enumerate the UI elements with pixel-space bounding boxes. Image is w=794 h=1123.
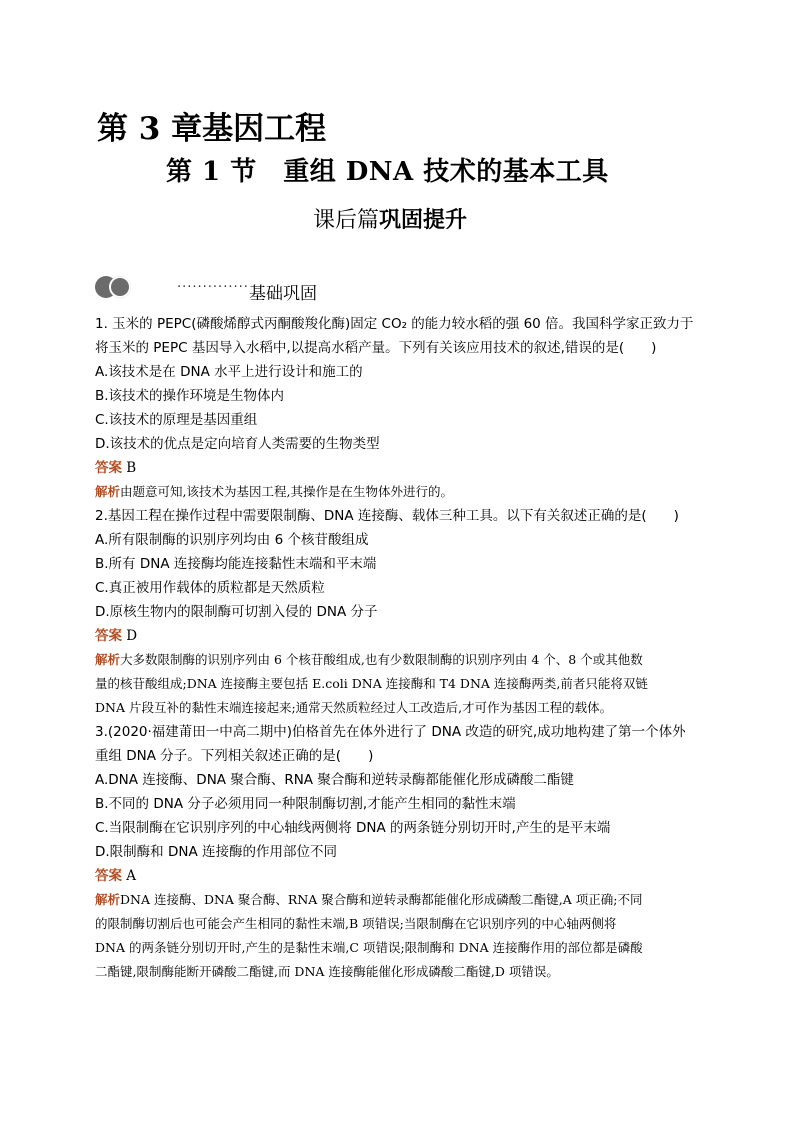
q1-option-a: A.该技术是在 DNA 水平上进行设计和施工的 [95, 364, 363, 380]
q3-option-b: B.不同的 DNA 分子必须用同一种限制酶切割,才能产生相同的黏性末端 [95, 796, 516, 812]
section-label: 基础巩固 [249, 284, 317, 304]
q3-option-d: D.限制酶和 DNA 连接酶的作用部位不同 [95, 844, 337, 860]
q3-stem-line1: 3.(2020·福建莆田一中高二期中)伯格首先在体外进行了 DNA 改造的研究,成功地构建了第一个体外 [95, 724, 686, 740]
q1-stem-line2: 将玉米的 PEPC 基因导入水稻中,以提高水稻产量。下列有关该应用技术的叙述,错误的是( ) [95, 340, 657, 356]
q1-option-b: B.该技术的操作环境是生物体内 [95, 388, 285, 404]
q3-explanation-line3: DNA 的两条链分别切开时,产生的是黏性末端,C 项错误;限制酶和 DNA 连接酶作用的部位都是磷酸 [95, 940, 643, 955]
q3-stem-line2: 重组 DNA 分子。下列相关叙述正确的是( ) [95, 748, 374, 764]
chapter-title: 第 3 章基因工程 [97, 111, 327, 147]
explain-tag: 解析 [95, 484, 121, 499]
q1-explanation-text: 由题意可知,该技术为基因工程,其操作是在生物体外进行的。 [120, 484, 453, 499]
q1-explanation [95, 483, 453, 501]
subtitle-bold: 巩固提升 [379, 208, 468, 233]
q3-explanation-text1: DNA 连接酶、DNA 聚合酶、RNA 聚合酶和逆转录酶都能催化形成磷酸二酯键,A 项正确;不同 [120, 892, 643, 907]
q3-explanation-line2: 的限制酶切割后也可能会产生相同的黏性末端,B 项错误;当限制酶在它识别序列的中心轴两侧将 [95, 916, 617, 931]
q1-option-d: D.该技术的优点是定向培育人类需要的生物类型 [95, 436, 380, 452]
explain-tag: 解析 [95, 892, 121, 907]
q1-option-c: C.该技术的原理是基因重组 [95, 412, 258, 428]
q2-stem-line1: 2.基因工程在操作过程中需要限制酶、DNA 连接酶、载体三种工具。以下有关叙述正确的是( ) [95, 508, 679, 524]
q3-option-a: A.DNA 连接酶、DNA 聚合酶、RNA 聚合酶和逆转录酶都能催化形成磷酸二酯键 [95, 772, 574, 788]
q2-option-a: A.所有限制酶的识别序列均由 6 个核苷酸组成 [95, 532, 369, 548]
section-circles-icon [95, 276, 137, 298]
q1-stem-line1: 1. 玉米的 PEPC(磷酸烯醇式丙酮酸羧化酶)固定 CO₂ 的能力较水稻的强 60 倍。我国科学家正致力于 [95, 316, 694, 332]
q1-answer-value: B [126, 460, 137, 476]
answer-tag: 答案 [95, 460, 122, 476]
q2-option-d: D.原核生物内的限制酶可切割入侵的 DNA 分子 [95, 604, 378, 620]
q1-answer [95, 459, 136, 477]
explain-tag: 解析 [95, 652, 121, 667]
answer-tag: 答案 [95, 628, 122, 644]
q2-explanation-line3: DNA 片段互补的黏性末端连接起来;通常天然质粒经过人工改造后,才可作为基因工程的载体。 [95, 700, 613, 715]
q2-explanation-line2: 量的核苷酸组成;DNA 连接酶主要包括 E.coli DNA 连接酶和 T4 DNA 连接酶两类,前者只能将双链 [95, 676, 648, 691]
q3-explanation-line1 [95, 891, 642, 909]
q2-answer [95, 627, 137, 645]
q3-answer [95, 867, 136, 885]
subtitle-prefix: 课后篇 [313, 208, 380, 233]
q2-explanation-line1 [95, 651, 643, 669]
answer-tag: 答案 [95, 868, 122, 884]
q2-answer-value: D [126, 628, 138, 644]
section-dots: ·············· [177, 280, 249, 295]
q2-explanation-text1: 大多数限制酶的识别序列由 6 个核苷酸组成,也有少数限制酶的识别序列由 4 个、8 个或其他数 [120, 652, 643, 667]
q2-option-c: C.真正被用作载体的质粒都是天然质粒 [95, 580, 325, 596]
q3-explanation-line4: 二酯键,限制酶能断开磷酸二酯键,而 DNA 连接酶能催化形成磷酸二酯键,D 项错误。 [95, 964, 559, 979]
section-title: 第 1 节 重组 DNA 技术的基本工具 [166, 157, 609, 187]
q3-answer-value: A [126, 868, 137, 884]
q3-option-c: C.当限制酶在它识别序列的中心轴线两侧将 DNA 的两条链分别切开时,产生的是平末端 [95, 820, 611, 836]
q2-option-b: B.所有 DNA 连接酶均能连接黏性末端和平末端 [95, 556, 377, 572]
subtitle [313, 203, 467, 234]
